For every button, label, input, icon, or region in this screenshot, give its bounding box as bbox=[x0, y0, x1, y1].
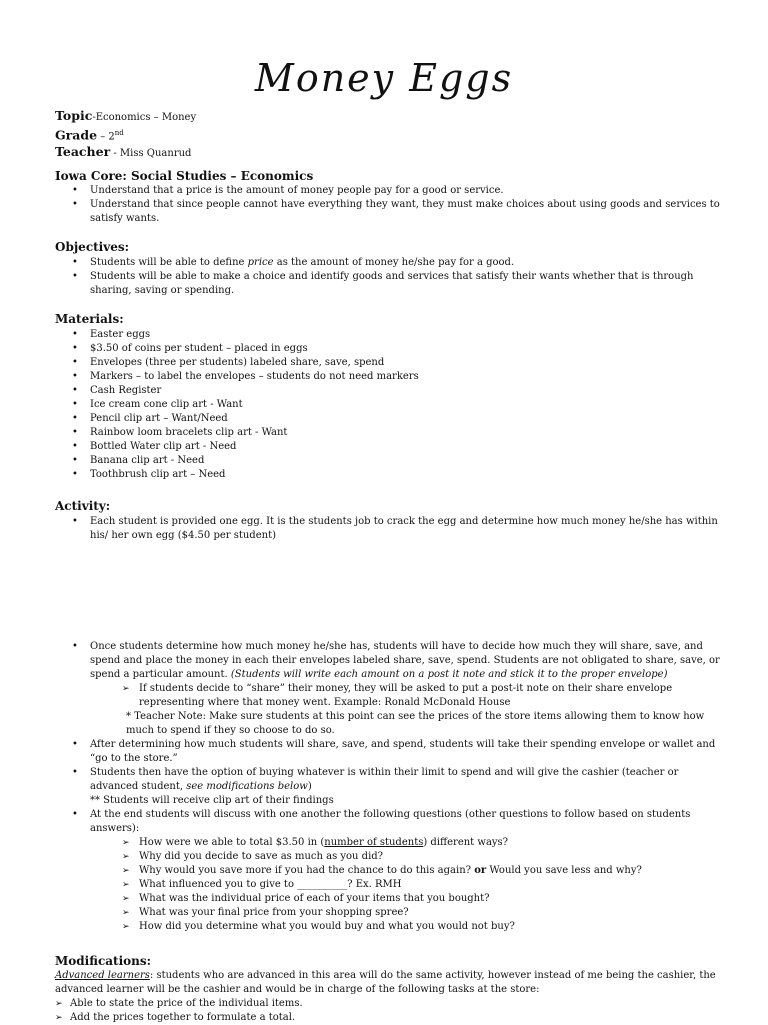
modifications-body bbox=[55, 969, 720, 1025]
objectives-heading: Objectives: bbox=[55, 240, 130, 254]
grade-superscript: nd bbox=[114, 128, 124, 137]
teacher-line bbox=[55, 144, 196, 162]
list-item: • Rainbow loom bracelets clip art - Want bbox=[71, 426, 721, 440]
list-item: • Each student is provided one egg. It is the students job to crack the egg and determine how much money he/she has within his/ her own egg ($4.50 per student) bbox=[71, 515, 721, 543]
teacher-value: - Miss Quanrud bbox=[113, 148, 192, 160]
text-segment: as the amount of money he/she pay for a good. bbox=[273, 257, 515, 268]
text-segment: Students then have the option of buying whatever is within their limit to spend and will give the cashier (teacher or advanced student, bbox=[90, 767, 679, 792]
teacher-label: Teacher bbox=[55, 144, 111, 160]
list-item: • Bottled Water clip art - Need bbox=[71, 440, 721, 454]
question-item bbox=[122, 864, 721, 878]
text-segment: Would you save less and why? bbox=[486, 865, 642, 876]
iowa-core-list bbox=[71, 184, 721, 226]
question-item: ➢ What was the individual price of each of your items that you bought? bbox=[122, 892, 721, 906]
text-segment: At the end students will discuss with one another the following questions (other questions to follow based on students answers): bbox=[90, 809, 691, 834]
list-item bbox=[71, 766, 721, 808]
text-segment-italic: price bbox=[247, 257, 274, 268]
iowa-core-heading: Iowa Core: Social Studies – Economics bbox=[55, 169, 314, 183]
list-item: • Envelopes (three per students) labeled share, save, spend bbox=[71, 356, 721, 370]
list-item: • Banana clip art - Need bbox=[71, 454, 721, 468]
grade-label: Grade bbox=[55, 126, 98, 142]
materials-list bbox=[71, 328, 721, 482]
teacher-note: * Teacher Note: Make sure students at this point can see the prices of the store items allowing them to know how much to spend if they so choose to do so. bbox=[126, 711, 705, 736]
list-item bbox=[71, 256, 721, 270]
advanced-learners-paragraph bbox=[55, 969, 720, 997]
text-segment: Students will be able to define bbox=[90, 257, 248, 268]
activity-heading: Activity: bbox=[55, 499, 111, 513]
list-item bbox=[71, 640, 721, 738]
list-item: • Markers – to label the envelopes – students do not need markers bbox=[71, 370, 721, 384]
activity-list-part2 bbox=[71, 640, 721, 934]
sub-item: ➢ If students decide to “share” their money, they will be asked to put a post-it note on their share envelope representing where that money went. Example: Ronald McDonald House bbox=[122, 682, 721, 710]
question-item bbox=[122, 836, 721, 850]
text-segment: Why would you save more if you had the chance to do this again? bbox=[139, 865, 475, 876]
text-segment-italic: (Students will write each amount on a post it note and stick it to the proper envelope) bbox=[230, 669, 668, 680]
topic-label: Topic bbox=[55, 108, 93, 123]
list-item: • Students will be able to make a choice and identify goods and services that satisfy their wants whether that is through sharing, saving or spending. bbox=[71, 270, 721, 298]
advanced-learners-label: Advanced learners bbox=[55, 970, 150, 981]
task-item: ➢ Able to state the price of the individual items. bbox=[55, 997, 720, 1011]
topic-line bbox=[55, 108, 196, 126]
list-item: • Cash Register bbox=[71, 384, 721, 398]
question-item: ➢ How did you determine what you would buy and what you would not buy? bbox=[122, 920, 721, 934]
text-segment: Once students determine how much money he/she has, students will have to decide how much they will share, save, and spend and place the money in each their envelopes labeled share, save, spend. Students are not obligated to share, save, or spend a particular amount. bbox=[90, 641, 720, 680]
objectives-list bbox=[71, 256, 721, 298]
text-segment-italic: see modifications below bbox=[186, 781, 308, 792]
materials-heading: Materials: bbox=[55, 312, 124, 326]
topic-value: -Economics – Money bbox=[92, 112, 197, 123]
list-item bbox=[71, 808, 721, 934]
document-title: Money Eggs bbox=[254, 56, 514, 100]
grade-value: – 2 bbox=[100, 130, 115, 142]
text-segment: : students who are advanced in this area will do the same activity, however instead of me being the cashier, the advanced learner will be the cashier and would be in charge of the following tasks at the store: bbox=[55, 970, 716, 995]
modifications-heading: Modifications: bbox=[55, 954, 152, 968]
text-segment: ) bbox=[307, 781, 312, 792]
text-segment: How were we able to total $3.50 in ( bbox=[139, 837, 325, 848]
list-item: • $3.50 of coins per student – placed in eggs bbox=[71, 342, 721, 356]
list-item: • Understand that a price is the amount of money people pay for a good or service. bbox=[71, 184, 721, 198]
lesson-meta bbox=[55, 108, 196, 162]
question-item: ➢ Why did you decide to save as much as you did? bbox=[122, 850, 721, 864]
text-segment-bold: or bbox=[474, 865, 487, 876]
list-item: • Easter eggs bbox=[71, 328, 721, 342]
list-item: • Pencil clip art – Want/Need bbox=[71, 412, 721, 426]
list-item: • Toothbrush clip art – Need bbox=[71, 468, 721, 482]
task-item: ➢ Add the prices together to formulate a total. bbox=[55, 1011, 720, 1025]
clip-art-note: ** Students will receive clip art of their findings bbox=[90, 795, 334, 806]
grade-line bbox=[55, 126, 196, 145]
list-item: • Ice cream cone clip art - Want bbox=[71, 398, 721, 412]
list-item: • Understand that since people cannot have everything they want, they must make choices about using goods and services to satisfy wants. bbox=[71, 198, 721, 226]
text-segment: ) different ways? bbox=[423, 837, 509, 848]
activity-list-part1 bbox=[71, 515, 721, 543]
question-item: ➢ What was your final price from your shopping spree? bbox=[122, 906, 721, 920]
question-item: ➢ What influenced you to give to __________? Ex. RMH bbox=[122, 878, 721, 892]
list-item: • After determining how much students will share, save, and spend, students will take their spending envelope or wallet and “go to the store.” bbox=[71, 738, 721, 766]
text-segment-underlined: number of students bbox=[324, 837, 424, 848]
